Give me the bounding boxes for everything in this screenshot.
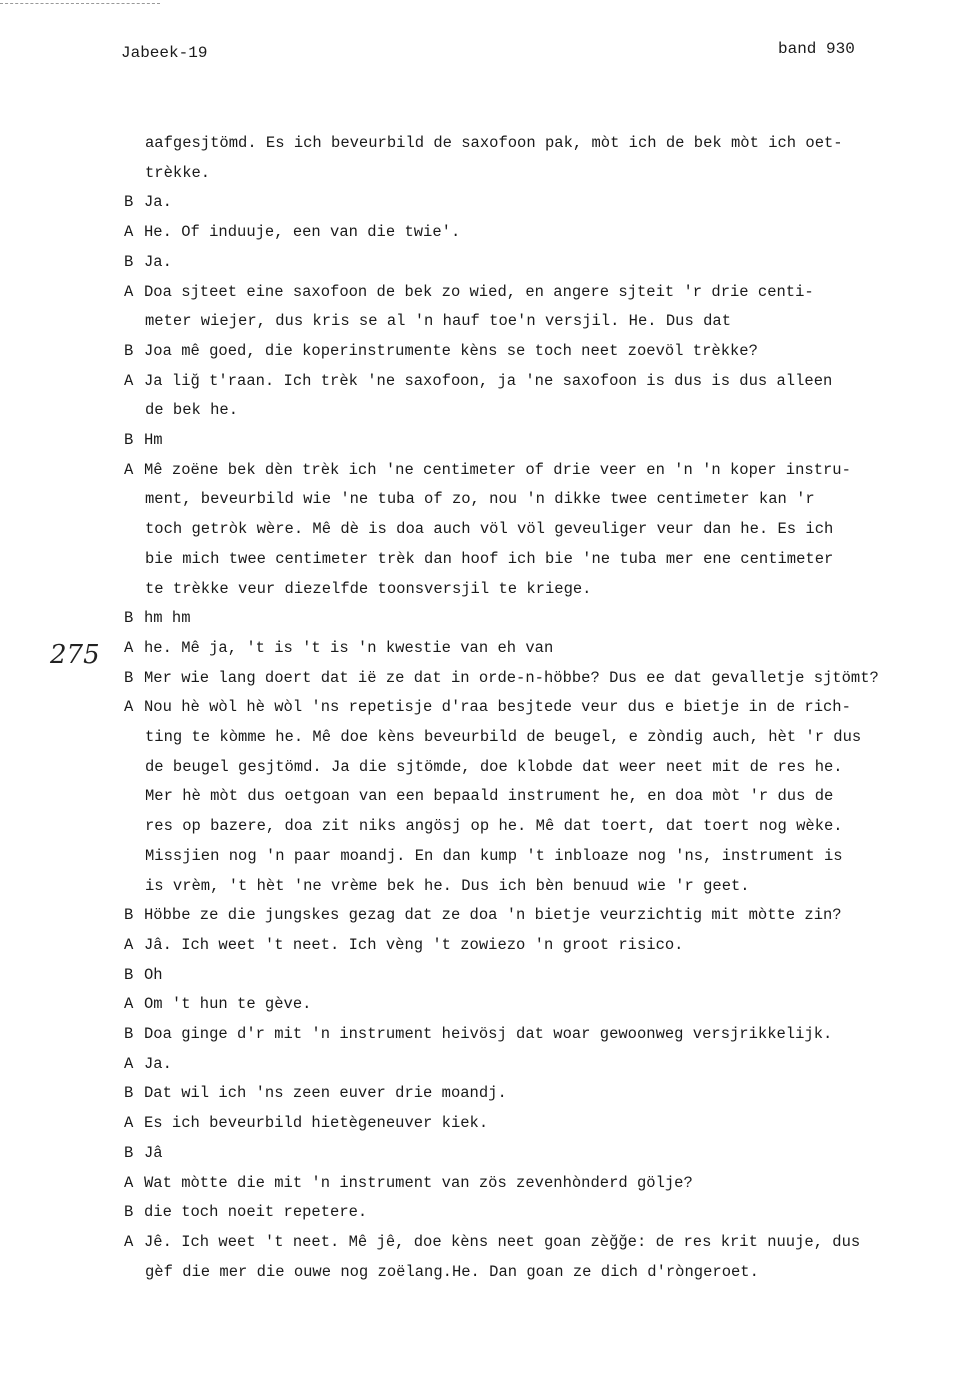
- utterance-text: Ja.: [144, 193, 172, 212]
- transcript-line: [124, 966, 954, 984]
- transcript-line: [124, 936, 954, 954]
- tape-number: band 930: [778, 40, 855, 58]
- transcript-line: [145, 520, 973, 538]
- speaker-label: B: [124, 1143, 134, 1162]
- utterance-text: te trèkke veur diezelfde toonsversjil te kriege.: [145, 579, 592, 598]
- utterance-text: Wat mòtte die mit 'n instrument van zös zevenhònderd gölje?: [144, 1173, 693, 1192]
- speaker-label: A: [124, 698, 134, 717]
- transcript-line: [124, 698, 954, 716]
- speaker-label: B: [124, 906, 134, 925]
- utterance-text: ting te kòmme he. Mê doe kèns beveurbild de beugel, e zòndig auch, hèt 'r dus: [145, 728, 862, 746]
- utterance-text: Joa mê goed, die koperinstrumente kèns se toch neet zoevöl trèkke?: [144, 341, 758, 360]
- speaker-label: A: [124, 460, 134, 479]
- speaker-label: A: [124, 1232, 134, 1251]
- transcript-line: [124, 1174, 954, 1192]
- speaker-label: B: [124, 431, 134, 449]
- speaker-label: B: [124, 252, 134, 271]
- transcript-line: [124, 342, 954, 360]
- speaker-label: A: [124, 638, 134, 657]
- transcript-line: [124, 372, 954, 390]
- transcript-line: [124, 1203, 954, 1221]
- speaker-label: B: [124, 1025, 134, 1043]
- speaker-label: B: [124, 1084, 134, 1103]
- transcript-line: [145, 401, 973, 419]
- speaker-label: A: [124, 371, 134, 390]
- transcript-line: [145, 877, 973, 895]
- utterance-text: meter wiejer, dus kris se al 'n hauf toe'n versjil. He. Dus dat: [145, 312, 731, 331]
- speaker-label: A: [124, 1173, 134, 1192]
- speaker-label: B: [124, 341, 134, 360]
- speaker-label: A: [124, 223, 134, 242]
- utterance-text: Ja.: [144, 1054, 172, 1073]
- speaker-label: B: [124, 193, 134, 212]
- speaker-label: B: [124, 1203, 134, 1222]
- transcript-line: [124, 669, 954, 687]
- transcript-line: [145, 847, 973, 865]
- speaker-label: B: [124, 965, 134, 984]
- utterance-text: He. Of induuje, een van die twie'.: [144, 223, 461, 242]
- utterance-text: Mer wie lang doert dat ië ze dat in orde-n-höbbe? Dus ee dat gevalletje sjtömt?: [144, 668, 879, 687]
- utterance-text: Jê. Ich weet 't neet. Mê jê, doe kèns neet goan zèğğe: de res krit nuuje, dus: [144, 1232, 861, 1251]
- transcript-line: [124, 1144, 954, 1162]
- utterance-text: gèf die mer die ouwe nog zoëlang.He. Dan goan ze dich d'ròngeroet.: [145, 1262, 759, 1281]
- utterance-text: Oh: [144, 965, 163, 984]
- transcript-line: [124, 283, 954, 301]
- transcript-line: [145, 817, 973, 835]
- transcript-line: [124, 431, 954, 449]
- utterance-text: Doa sjteet eine saxofoon de bek zo wied, en angere sjteit 'r drie centi-: [144, 282, 814, 301]
- document-id: Jabeek-19: [121, 44, 208, 62]
- transcript-line: [124, 223, 954, 241]
- utterance-text: res op bazere, doa zit niks angösj op he. Mê dat toert, dat toert nog wèke.: [145, 817, 843, 836]
- speaker-label: A: [124, 1054, 134, 1073]
- transcript-line: [124, 609, 954, 627]
- transcript-line: [124, 995, 954, 1013]
- utterance-text: ment, beveurbild wie 'ne tuba of zo, nou 'n dikke twee centimeter kan 'r: [145, 490, 815, 509]
- speaker-label: A: [124, 282, 134, 301]
- utterance-text: Mê zoëne bek dèn trèk ich 'ne centimeter of drie veer en 'n 'n koper instru-: [144, 460, 851, 479]
- utterance-text: Es ich beveurbild hietègeneuver kiek.: [144, 1114, 489, 1133]
- transcript-line: [145, 312, 973, 330]
- utterance-text: hm hm: [144, 609, 191, 628]
- transcript-line: [145, 1263, 973, 1281]
- transcript-line: [145, 164, 973, 182]
- transcript-line: [145, 787, 973, 805]
- transcript-line: [145, 490, 973, 508]
- transcript-line: [145, 580, 973, 598]
- utterance-text: Höbbe ze die jungskes gezag dat ze doa 'n bietje veurzichtig mit mòtte zin?: [144, 906, 842, 925]
- speaker-label: A: [124, 935, 134, 954]
- utterance-text: bie mich twee centimeter trèk dan hoof ich bie 'ne tuba mer ene centimeter: [145, 549, 834, 568]
- scan-artifact-line: [0, 3, 160, 4]
- speaker-label: A: [124, 995, 134, 1014]
- utterance-text: die toch noeit repetere.: [144, 1203, 368, 1222]
- transcript-line: [124, 461, 954, 479]
- utterance-text: Missjien nog 'n paar moandj. En dan kump 't inbloaze nog 'ns, instrument is: [145, 846, 843, 865]
- utterance-text: Ja.: [144, 252, 172, 271]
- utterance-text: de bek he.: [145, 401, 239, 420]
- utterance-text: Om 't hun te gève.: [144, 995, 312, 1014]
- transcript-line: [124, 193, 954, 211]
- utterance-text: he. Mê ja, 't is 't is 'n kwestie van eh van: [144, 638, 554, 657]
- transcript-line: [124, 1084, 954, 1102]
- utterance-text: Hm: [144, 431, 163, 449]
- utterance-text: Jâ: [144, 1143, 163, 1162]
- utterance-text: Mer hè mòt dus oetgoan van een bepaald instrument he, en doa mòt 'r dus de: [145, 787, 834, 806]
- utterance-text: Dat wil ich 'ns zeen euver drie moandj.: [144, 1084, 507, 1103]
- transcript-line: [145, 550, 973, 568]
- utterance-text: is vrèm, 't hèt 'ne vrème bek he. Dus ich bèn benuud wie 'r geet.: [145, 876, 750, 895]
- handwritten-margin-note: 275: [50, 640, 100, 670]
- transcript-line: [145, 134, 973, 152]
- transcript-line: [124, 1025, 954, 1043]
- utterance-text: Doa ginge d'r mit 'n instrument heivösj dat woar gewoonweg versjrikkelijk.: [144, 1025, 833, 1043]
- transcript-line: [145, 728, 973, 746]
- utterance-text: de beugel gesjtömd. Ja die sjtömde, doe klobde dat weer neet mit de res he.: [145, 757, 843, 776]
- speaker-label: B: [124, 609, 134, 628]
- transcript-line: [145, 758, 973, 776]
- transcript-line: [124, 906, 954, 924]
- utterance-text: Nou hè wòl hè wòl 'ns repetisje d'raa besjtede veur dus e bietje in de rich-: [144, 698, 851, 717]
- utterance-text: Jâ. Ich weet 't neet. Ich vèng 't zowiezo 'n groot risico.: [144, 935, 684, 954]
- transcript-line: [124, 253, 954, 271]
- utterance-text: aafgesjtömd. Es ich beveurbild de saxofoon pak, mòt ich de bek mòt ich oet-: [145, 134, 843, 152]
- speaker-label: A: [124, 1114, 134, 1133]
- transcript-line: [124, 1055, 954, 1073]
- speaker-label: B: [124, 668, 134, 687]
- utterance-text: trèkke.: [145, 163, 211, 182]
- utterance-text: Ja liğ t'raan. Ich trèk 'ne saxofoon, ja 'ne saxofoon is dus is dus alleen: [144, 371, 833, 390]
- transcript-line: [124, 1233, 954, 1251]
- transcript-line: [124, 639, 954, 657]
- utterance-text: toch getròk wère. Mê dè is doa auch völ völ geveuliger veur dan he. Es ich: [145, 520, 834, 539]
- transcript-line: [124, 1114, 954, 1132]
